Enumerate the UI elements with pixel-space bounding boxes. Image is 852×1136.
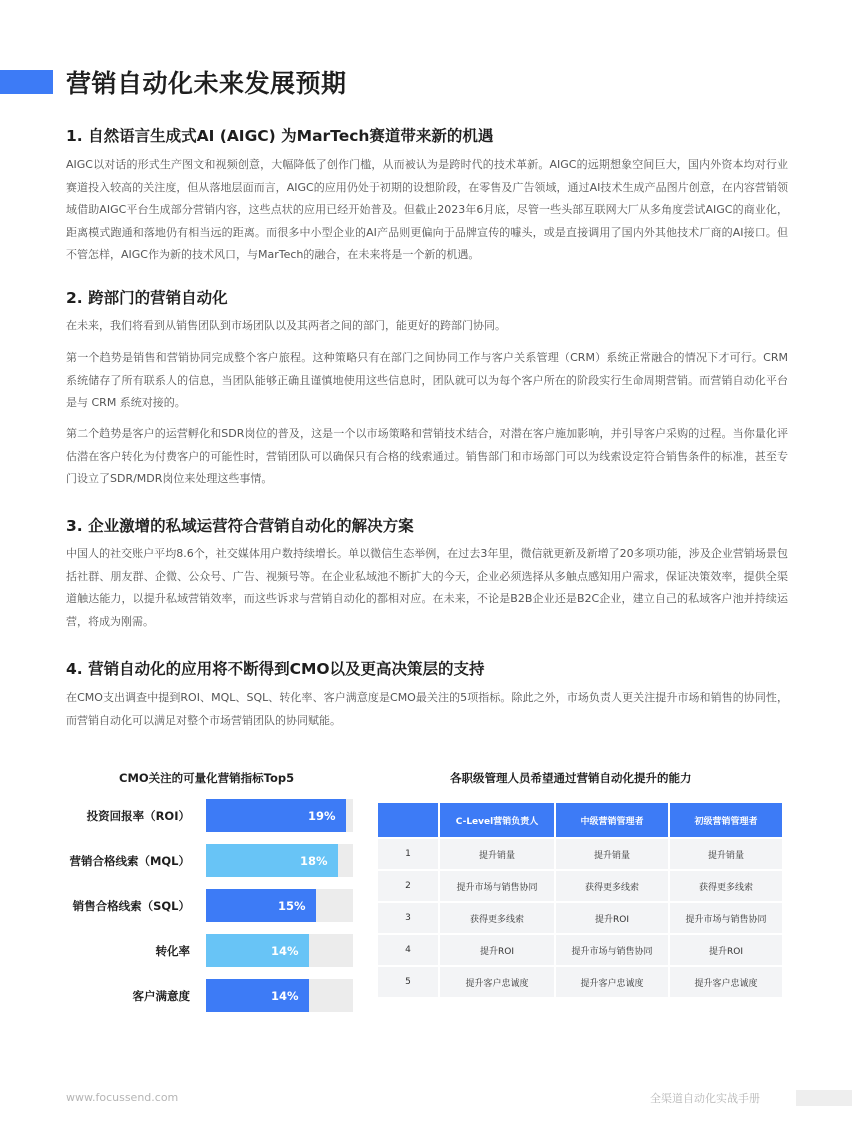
bar-value-label: 19% <box>308 808 336 823</box>
bar-track <box>206 844 353 877</box>
table-row <box>378 837 782 869</box>
table-cell: 4 <box>378 933 438 965</box>
section-3-paragraph-1: 中国人的社交账户平均8.6个，社交媒体用户数持续增长。单以微信生态举例，在过去3年里，微信就更新及新增了20多项功能，涉及企业营销场景包括社群、朋友群、企微、公众号、广告、视频号等。在企业私域池不断扩大的今天，企业必须选择从多触点感知用户需求，保证决策效率，提供全渠道触达能力，以提升私域营销效率，而这些诉求与营销自动化的都相对应。在未来，不论是B2B企业还是B2C企业，建立自己的私域客户池并持续运营，将成为刚需。 <box>66 547 788 628</box>
table-cell: 提升市场与销售协同 <box>670 901 782 933</box>
bar-value-label: 14% <box>271 943 299 958</box>
table-cell: 获得更多线索 <box>670 869 782 901</box>
table-cell: 提升ROI <box>670 933 782 965</box>
table-cell: 提升客户忠诚度 <box>440 965 554 997</box>
table-row <box>378 965 782 997</box>
page-title: 营销自动化未来发展预期 <box>66 69 347 98</box>
bar-value-label: 14% <box>271 988 299 1003</box>
table-header-index <box>378 803 438 837</box>
section-1-paragraph-1: AIGC以对话的形式生产图文和视频创意，大幅降低了创作门槛，从而被认为是跨时代的技术革新。AIGC的远期想象空间巨大，国内外资本均对行业赛道投入较高的关注度，但从落地层面而言，AIGC的应用仍处于初期的设想阶段，在零售及广告领域，通过AI技术生成产品图片创意，在内容营销领域借助AIGC平台生成部分营销内容，这些点状的应用已经开始普及。但截止2023年6月底，尽管一些头部互联网大厂从多角度尝试AIGC的商业化，距离模式跑通和落地仍有相当远的距离。而很多中小型企业的AI产品则更偏向于品牌宣传的噱头，或是直接调用了国内外其他技术厂商的AI接口。但不管怎样，AIGC作为新的技术风口，与MarTech的融合，在未来将是一个新的机遇。 <box>66 158 788 261</box>
table-cell: 获得更多线索 <box>440 901 554 933</box>
table-header-clevel: C-Level营销负责人 <box>440 803 554 837</box>
bar-track <box>206 889 353 922</box>
bar-value-label: 18% <box>300 853 328 868</box>
table-header-row <box>378 803 782 837</box>
bar-category-label: 客户满意度 <box>132 989 190 1003</box>
table-cell: 获得更多线索 <box>556 869 668 901</box>
title-accent-bar <box>0 70 53 94</box>
table-row <box>378 901 782 933</box>
footer-doc-name: 全渠道自动化实战手册 <box>650 1092 760 1105</box>
table-cell: 提升销量 <box>440 837 554 869</box>
table-cell: 1 <box>378 837 438 869</box>
table-cell: 提升ROI <box>556 901 668 933</box>
table-cell: 2 <box>378 869 438 901</box>
table-header-mid: 中级营销管理者 <box>556 803 668 837</box>
table-cell: 提升ROI <box>440 933 554 965</box>
section-2-paragraph-3: 第二个趋势是客户的运营孵化和SDR岗位的普及，这是一个以市场策略和营销技术结合，对潜在客户施加影响，并引导客户采购的过程。当你量化评估潜在客户转化为付费客户的可能性时，营销团队可以确保只有合格的线索通过。销售部门和市场部门可以为线索设定符合销售条件的标准，甚至专门设立了SDR/MDR岗位来处理这些事情。 <box>66 427 788 485</box>
bar-track <box>206 979 353 1012</box>
table-cell: 提升市场与销售协同 <box>556 933 668 965</box>
bar-track <box>206 799 353 832</box>
section-3-heading: 3. 企业激增的私域运营符合营销自动化的解决方案 <box>66 517 414 535</box>
table-cell: 提升客户忠诚度 <box>670 965 782 997</box>
table-cell: 3 <box>378 901 438 933</box>
table-title: 各职级管理人员希望通过营销自动化提升的能力 <box>450 771 692 785</box>
section-2-paragraph-1: 在未来，我们将看到从销售团队到市场团队以及其两者之间的部门，能更好的跨部门协同。 <box>66 319 506 332</box>
capability-table <box>376 803 784 997</box>
bar-category-label: 投资回报率（ROI） <box>86 809 190 823</box>
bar-category-label: 转化率 <box>155 944 190 958</box>
section-2-paragraph-2: 第一个趋势是销售和营销协同完成整个客户旅程。这种策略只有在部门之间协同工作与客户关系管理（CRM）系统正常融合的情况下才可行。CRM 系统储存了所有联系人的信息，当团队能够正确且谨慎地使用这些信息时，团队就可以为每个客户所在的阶段实行生命周期营销。而营销自动化平台是与 CRM 系统对接的。 <box>66 351 788 409</box>
table-cell: 提升销量 <box>556 837 668 869</box>
bar-chart-title: CMO关注的可量化营销指标Top5 <box>119 771 295 785</box>
footer-website: www.focussend.com <box>66 1091 179 1104</box>
table-cell: 5 <box>378 965 438 997</box>
section-4-paragraph-1: 在CMO支出调查中提到ROI、MQL、SQL、转化率、客户满意度是CMO最关注的5项指标。除此之外，市场负责人更关注提升市场和销售的协同性，而营销自动化可以满足对整个市场营销团队的协同赋能。 <box>66 691 788 727</box>
bar-category-label: 营销合格线索（MQL） <box>69 854 190 868</box>
bar-category-label: 销售合格线索（SQL） <box>72 899 190 913</box>
table-row <box>378 869 782 901</box>
table-cell: 提升客户忠诚度 <box>556 965 668 997</box>
table-cell: 提升市场与销售协同 <box>440 869 554 901</box>
table-cell: 提升销量 <box>670 837 782 869</box>
bar-track <box>206 934 353 967</box>
bar-value-label: 15% <box>278 898 306 913</box>
table-header-junior: 初级营销管理者 <box>670 803 782 837</box>
section-1-heading: 1. 自然语言生成式AI (AIGC) 为MarTech赛道带来新的机遇 <box>66 127 494 145</box>
table-row <box>378 933 782 965</box>
section-4-heading: 4. 营销自动化的应用将不断得到CMO以及更高决策层的支持 <box>66 660 485 678</box>
footer-page-tab <box>796 1090 852 1106</box>
section-2-heading: 2. 跨部门的营销自动化 <box>66 289 228 307</box>
